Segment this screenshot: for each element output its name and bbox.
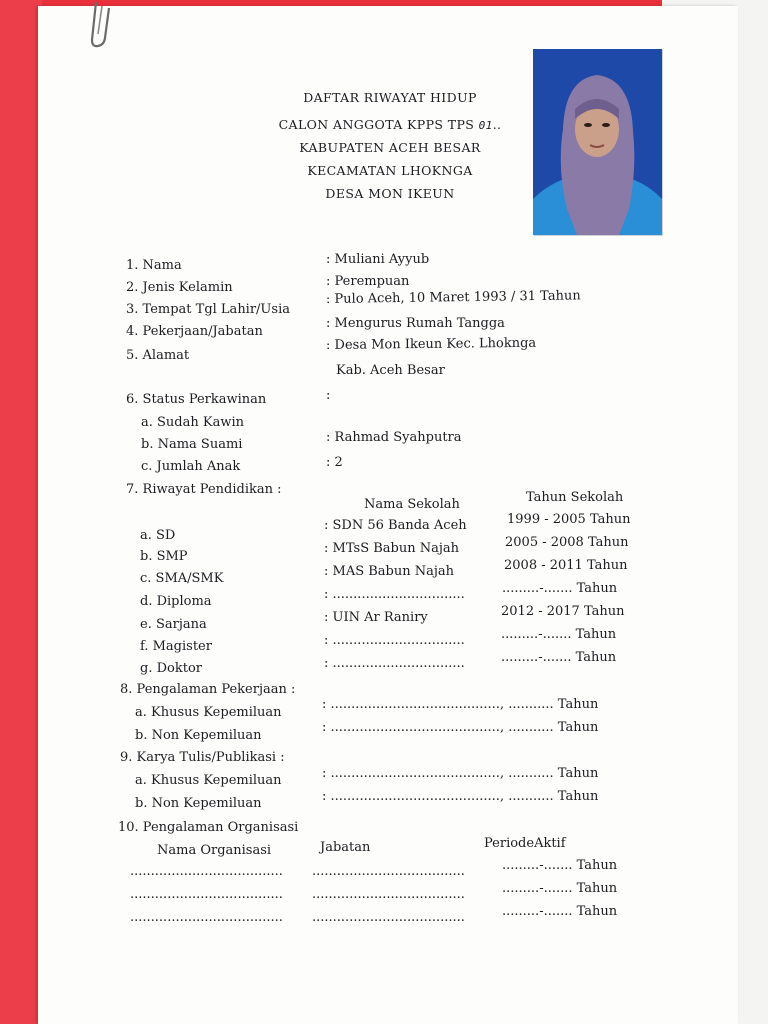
edu-level: a. SD xyxy=(140,528,176,543)
label-kerja-non: b. Non Kepemiluan xyxy=(135,728,262,743)
edu-years: .........-....... Tahun xyxy=(501,627,617,642)
profile-photo xyxy=(533,49,662,235)
edu-years: 2012 - 2017 Tahun xyxy=(501,604,625,619)
value-karya-khusus: : ........................................., ........... Tahun xyxy=(322,766,599,781)
label-karya-khusus: a. Khusus Kepemiluan xyxy=(135,773,282,788)
col-periode-aktif: PeriodeAktif xyxy=(484,836,566,851)
edu-school: : SDN 56 Banda Aceh xyxy=(324,518,467,533)
col-nama-sekolah: Nama Sekolah xyxy=(364,497,460,512)
value-kerja-khusus: : ........................................., ........... Tahun xyxy=(322,697,599,712)
label-sudah-kawin: a. Sudah Kawin xyxy=(141,415,244,430)
edu-school: : ................................ xyxy=(324,587,465,602)
label-jumlah-anak: c. Jumlah Anak xyxy=(141,459,241,474)
label-alamat: 5. Alamat xyxy=(126,348,190,363)
edu-school: : MTsS Babun Najah xyxy=(324,541,460,556)
value-ttl: : Pulo Aceh, 10 Maret 1993 / 31 Tahun xyxy=(325,288,581,307)
label-nama: 1. Nama xyxy=(126,258,182,273)
label-ttl: 3. Tempat Tgl Lahir/Usia xyxy=(126,302,290,317)
edu-school: : UIN Ar Raniry xyxy=(324,610,428,625)
value-jumlah-anak: : 2 xyxy=(326,455,343,470)
red-folder-edge xyxy=(0,0,42,1024)
label-organisasi: 10. Pengalaman Organisasi xyxy=(118,820,299,835)
edu-school: : MAS Babun Najah xyxy=(324,564,455,579)
value-kerja-non: : ........................................., ........... Tahun xyxy=(322,720,599,735)
edu-level: d. Diploma xyxy=(140,594,212,609)
label-pengalaman-kerja: 8. Pengalaman Pekerjaan : xyxy=(120,682,296,697)
edu-years: 1999 - 2005 Tahun xyxy=(507,512,631,527)
org-periode: .........-....... Tahun xyxy=(502,881,618,896)
edu-years: 2008 - 2011 Tahun xyxy=(504,558,628,573)
org-jabatan: ..................................... xyxy=(312,910,465,925)
doc-desa: DESA MON IKEUN xyxy=(325,186,455,201)
edu-level: b. SMP xyxy=(140,549,188,564)
label-status: 6. Status Perkawinan xyxy=(126,392,267,407)
tps-number: 01 xyxy=(478,119,493,132)
label-karya-tulis: 9. Karya Tulis/Publikasi : xyxy=(120,750,285,765)
org-jabatan: ..................................... xyxy=(312,887,465,902)
col-jabatan: Jabatan xyxy=(320,840,371,855)
edu-level: f. Magister xyxy=(140,639,212,654)
doc-title: DAFTAR RIWAYAT HIDUP xyxy=(303,90,477,105)
label-jenis-kelamin: 2. Jenis Kelamin xyxy=(126,280,233,295)
label-pendidikan: 7. Riwayat Pendidikan : xyxy=(126,482,282,497)
org-name: ..................................... xyxy=(130,910,283,925)
edu-school: : ................................ xyxy=(324,633,465,648)
value-status: : xyxy=(326,388,331,403)
doc-subtitle: CALON ANGGOTA KPPS TPS 01.. xyxy=(278,117,502,132)
label-nama-suami: b. Nama Suami xyxy=(141,437,243,452)
value-karya-non: : ........................................., ........... Tahun xyxy=(322,789,599,804)
edu-level: e. Sarjana xyxy=(140,617,207,632)
edu-level: g. Doktor xyxy=(140,661,202,676)
value-nama: : Muliani Ayyub xyxy=(326,252,430,267)
value-pekerjaan: : Mengurus Rumah Tangga xyxy=(326,316,505,331)
paper-clip-icon xyxy=(88,0,118,50)
value-alamat: : Desa Mon Ikeun Kec. Lhoknga xyxy=(325,335,537,353)
org-jabatan: ..................................... xyxy=(312,864,465,879)
org-periode: .........-....... Tahun xyxy=(502,904,618,919)
label-kerja-khusus: a. Khusus Kepemiluan xyxy=(135,705,282,720)
col-nama-organisasi: Nama Organisasi xyxy=(157,843,272,858)
edu-years: 2005 - 2008 Tahun xyxy=(505,535,629,550)
org-name: ..................................... xyxy=(130,887,283,902)
org-periode: .........-....... Tahun xyxy=(502,858,618,873)
value-alamat-2: Kab. Aceh Besar xyxy=(336,363,445,378)
edu-years: .........-....... Tahun xyxy=(501,650,617,665)
edu-years: .........-....... Tahun xyxy=(502,581,618,596)
doc-kabupaten: KABUPATEN ACEH BESAR xyxy=(299,140,481,155)
edu-level: c. SMA/SMK xyxy=(140,571,224,586)
label-pekerjaan: 4. Pekerjaan/Jabatan xyxy=(126,324,263,339)
value-nama-suami: : Rahmad Syahputra xyxy=(326,430,462,445)
label-karya-non: b. Non Kepemiluan xyxy=(135,796,262,811)
col-tahun-sekolah: Tahun Sekolah xyxy=(526,490,624,505)
value-jenis-kelamin: : Perempuan xyxy=(326,274,410,289)
org-name: ..................................... xyxy=(130,864,283,879)
edu-school: : ................................ xyxy=(324,656,465,671)
doc-kecamatan: KECAMATAN LHOKNGA xyxy=(307,163,473,178)
